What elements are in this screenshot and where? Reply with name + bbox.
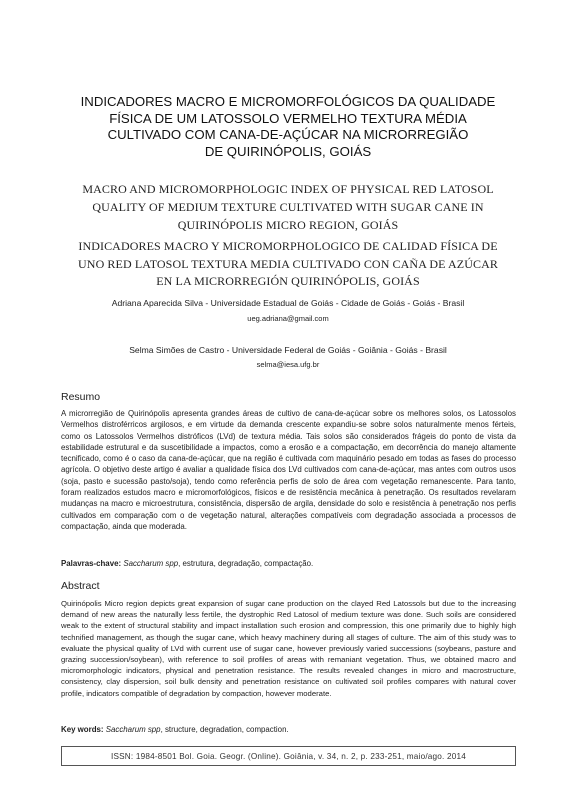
key-words: [61, 724, 516, 735]
author-1-affiliation: Adriana Aparecida Silva - Universidade Estadual de Goiás - Cidade de Goiás - Goiás - Brasil: [111, 298, 465, 308]
author-2-affiliation: Selma Simões de Castro - Universidade Federal de Goiás - Goiânia - Goiás - Brasil: [129, 345, 447, 355]
title-portuguese: [60, 94, 516, 160]
palavras-chave-italic: Saccharum spp: [123, 559, 179, 568]
title-pt-line: CULTIVADO COM CANA-DE-AÇÚCAR NA MICRORREGIÃO: [107, 127, 469, 142]
title-pt-line: FÍSICA DE UM LATOSSOLO VERMELHO TEXTURA MÉDIA: [109, 110, 467, 126]
abstract-text: Quirinópolis Micro region depicts great expansion of sugar cane production on the clayed Red Latossols but due to the increasing demand of new areas the naturally less fertile, the dystrophic Red Latosol of medium texture was done. Such soils are considered weak to the extent of structural stability and impact installation such erosion and compression, this one primarily due to highly high technified management, as though the sugar cane, which heavy machinery during all stages of culture. The aim of this study was to evaluate the physical quality of LVd with current use of sugar cane, however previously varied successions (soybeans, pasture and grazing succession/soybean), with reference to soil profiles of areas with remaniant vegetation. Thus, we obtained macro and micromorphologic indicators, physical and penetration resistance. The results revealed changes in micro and macrostructure, consistency, clay dispersion, soil bulk density and penetration resistance on cultivated soil profiles compares with natural cover profile, indicators compatible of degradation by compaction, however moderate.: [61, 599, 516, 698]
title-spanish: [58, 238, 518, 291]
title-english: [58, 180, 518, 234]
citation-footer-box: [61, 746, 516, 766]
title-es-line: UNO RED LATOSOL TEXTURA MEDIA CULTIVADO CON CAÑA DE AZÚCAR: [78, 256, 498, 271]
title-en-line: QUIRINÓPOLIS MICRO REGION, GOIÁS: [177, 218, 399, 232]
key-words-italic: Saccharum spp: [105, 725, 161, 734]
title-es-line: INDICADORES MACRO Y MICROMORPHOLOGICO DE CALIDAD FÍSICA DE: [78, 239, 498, 253]
resumo-heading: Resumo: [61, 391, 101, 403]
title-es-line: EN LA MICRORREGIÓN QUIRINÓPOLIS, GOIÁS: [156, 274, 420, 288]
resumo-text: A microrregião de Quirinópolis apresenta grandes áreas de cultivo de cana-de-açúcar sobre os melhores solos, os Latossolos Vermelhos distroférricos argilosos, e em virtude da demanda crescente expandiu-se sobre solos naturalmente menos férteis, como os Latossolos Vermelhos distróficos (LVd) de textura média. Tais solos são considerados frágeis do ponto de vista da estabilidade estrutural e da suscetibilidade a impactos, como a erosão e a compactação, em decorrência do manejo altamente tecnificado, como é o caso da cana-de-açúcar, que na região é cultivada com maquinário pesado em todas as fases do processo agrícola. O objetivo deste artigo é avaliar a qualidade física dos LVd cultivados com cana-de-açúcar, mas antes com outros usos (soja, pasto e sucessão pasto/soja), tendo como referência perfis de solo de área com vegetação remanescente. Para tanto, foram realizados estudos macro e micromorfológicos, físicos e de resistência mecânica à penetração. Os resultados revelaram mudanças na macro e microestrutura, consistência, dispersão de argila, densidade do solo e resistência à penetração nos perfis cultivados em comparação com o de vegetação natural, alterações compatíveis com degradação associada a processos de compactação, ainda que moderada.: [61, 409, 516, 531]
citation-footer: ISSN: 1984-8501 Bol. Goia. Geogr. (Online). Goiânia, v. 34, n. 2, p. 233-251, maio/ago. 2014: [110, 752, 467, 761]
key-words-label: Key words:: [61, 725, 104, 734]
author-1-email[interactable]: ueg.adriana@gmail.com: [247, 314, 329, 323]
title-pt-line: DE QUIRINÓPOLIS, GOIÁS: [204, 143, 372, 159]
key-words-list: , structure, degradation, compaction.: [160, 725, 289, 734]
title-pt-line: INDICADORES MACRO E MICROMORFOLÓGICOS DA QUALIDADE: [80, 94, 496, 109]
title-en-line: MACRO AND MICROMORPHOLOGIC INDEX OF PHYSICAL RED LATOSOL: [82, 182, 494, 196]
palavras-chave-list: , estrutura, degradação, compactação.: [178, 559, 314, 568]
author-2-email[interactable]: selma@iesa.ufg.br: [256, 360, 320, 369]
palavras-chave: [61, 558, 516, 569]
palavras-chave-label: Palavras-chave:: [61, 559, 122, 568]
title-en-line: QUALITY OF MEDIUM TEXTURE CULTIVATED WITH SUGAR CANE IN: [92, 200, 484, 214]
abstract-heading: Abstract: [61, 580, 100, 592]
